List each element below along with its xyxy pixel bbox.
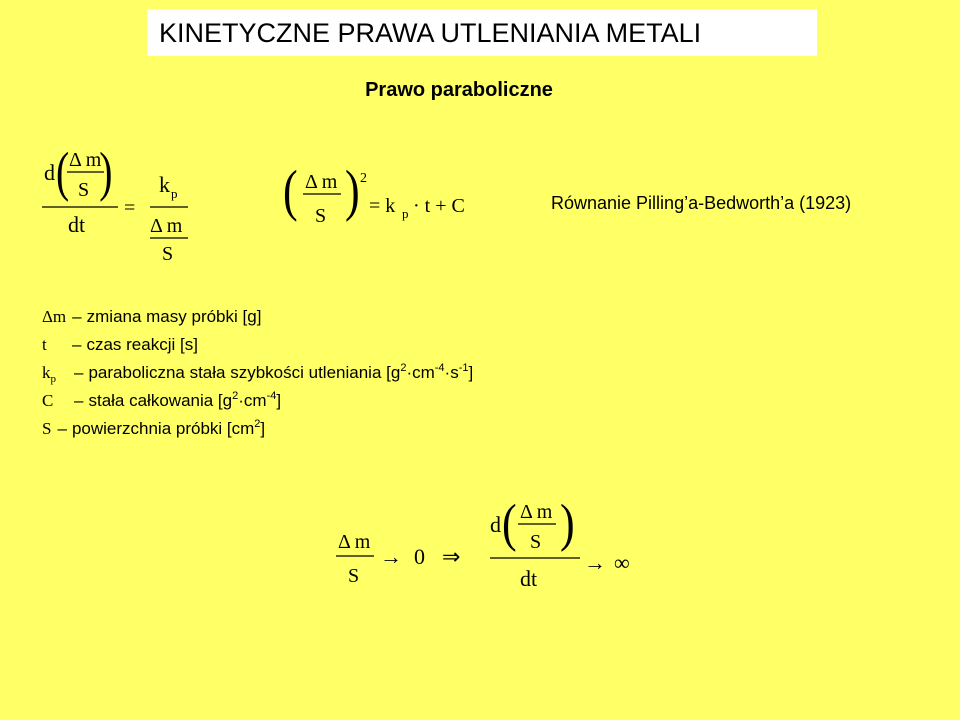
- eq2-delta-m: Δ m: [305, 171, 338, 193]
- eq2-paren-left: (: [283, 160, 298, 223]
- legend-symbol-t: t: [42, 335, 47, 354]
- legend-row-c: [42, 387, 473, 415]
- legend-text: czas reakcji [s]: [86, 335, 198, 354]
- eq1-rhs-s: S: [162, 243, 174, 265]
- eq1-dt: dt: [68, 212, 86, 237]
- eq2-p: p: [402, 206, 409, 221]
- eq2-rhs-tail: · t + C: [413, 195, 465, 217]
- eq3-delta-m: Δ m: [338, 531, 371, 553]
- eq2-rhs: = k: [369, 195, 396, 217]
- eq2-power: 2: [360, 171, 367, 186]
- legend-dash: –: [74, 363, 84, 382]
- eq1-delta-m: Δ m: [69, 149, 102, 171]
- legend-row-t: [42, 331, 473, 359]
- rate-equation: [38, 140, 198, 265]
- legend-row-delta-m: [42, 303, 473, 331]
- legend-dash: –: [72, 335, 82, 354]
- legend-row-kp: [42, 359, 473, 387]
- eq3-s: S: [348, 565, 360, 587]
- eq1-d: d: [44, 160, 55, 185]
- eq1-s: S: [78, 179, 90, 201]
- eq3-infinity: ∞: [614, 550, 630, 575]
- legend-row-s: [42, 415, 473, 443]
- eq3-paren-left: (: [502, 493, 517, 553]
- legend-dash: –: [72, 307, 82, 326]
- eq3-inner-delta-m: Δ m: [520, 501, 553, 523]
- eq3-dt: dt: [520, 566, 538, 591]
- eq3-inner-s: S: [530, 531, 542, 553]
- eq3-arrow: →: [380, 544, 402, 569]
- eq1-rhs-delta-m: Δ m: [150, 215, 183, 237]
- legend-dash: –: [57, 419, 67, 438]
- equation-citation: Równanie Pilling’a-Bedworth’a (1923): [551, 193, 852, 213]
- eq3-zero: 0: [414, 544, 425, 569]
- legend-symbol-k: k: [42, 363, 51, 382]
- slide-title: KINETYCZNE PRAWA UTLENIANIA METALI: [159, 18, 702, 48]
- limit-statement: [330, 490, 640, 595]
- eq1-paren-left: (: [56, 141, 70, 203]
- legend-text: stała całkowania $[g^2\cdot cm^{-4}]$: [88, 390, 282, 410]
- legend-text: zmiana masy próbki [g]: [86, 307, 262, 326]
- eq1-paren-right: ): [99, 141, 113, 203]
- legend-symbol-delta-m: Δm: [42, 307, 67, 326]
- legend-text: powierzchnia próbki $[cm^2]$: [71, 418, 266, 438]
- legend-symbol-c: C: [42, 391, 54, 410]
- eq2-paren-right: ): [345, 160, 360, 223]
- legend-dash: –: [74, 391, 84, 410]
- legend-symbol-s: S: [42, 419, 52, 438]
- eq3-arrow-2: →: [584, 550, 606, 575]
- legend-symbol-kp: [42, 359, 68, 387]
- eq1-equals: =: [124, 197, 136, 219]
- eq2-s: S: [315, 205, 327, 227]
- eq3-d: d: [490, 512, 501, 537]
- eq3-implies: ⇒: [442, 544, 461, 569]
- eq3-paren-right: ): [560, 493, 575, 553]
- integrated-equation: [283, 160, 493, 240]
- subtitle: Prawo paraboliczne: [365, 79, 553, 101]
- eq1-k: k: [159, 172, 170, 197]
- title-box: [147, 9, 817, 56]
- eq1-p: p: [171, 186, 178, 201]
- legend-symbol-p: p: [50, 373, 56, 385]
- symbol-legend: [42, 303, 473, 443]
- legend-text: paraboliczna stała szybkości utleniania $[g^2\cdot cm^{-4}\cdot s^{-1}]$: [88, 362, 474, 382]
